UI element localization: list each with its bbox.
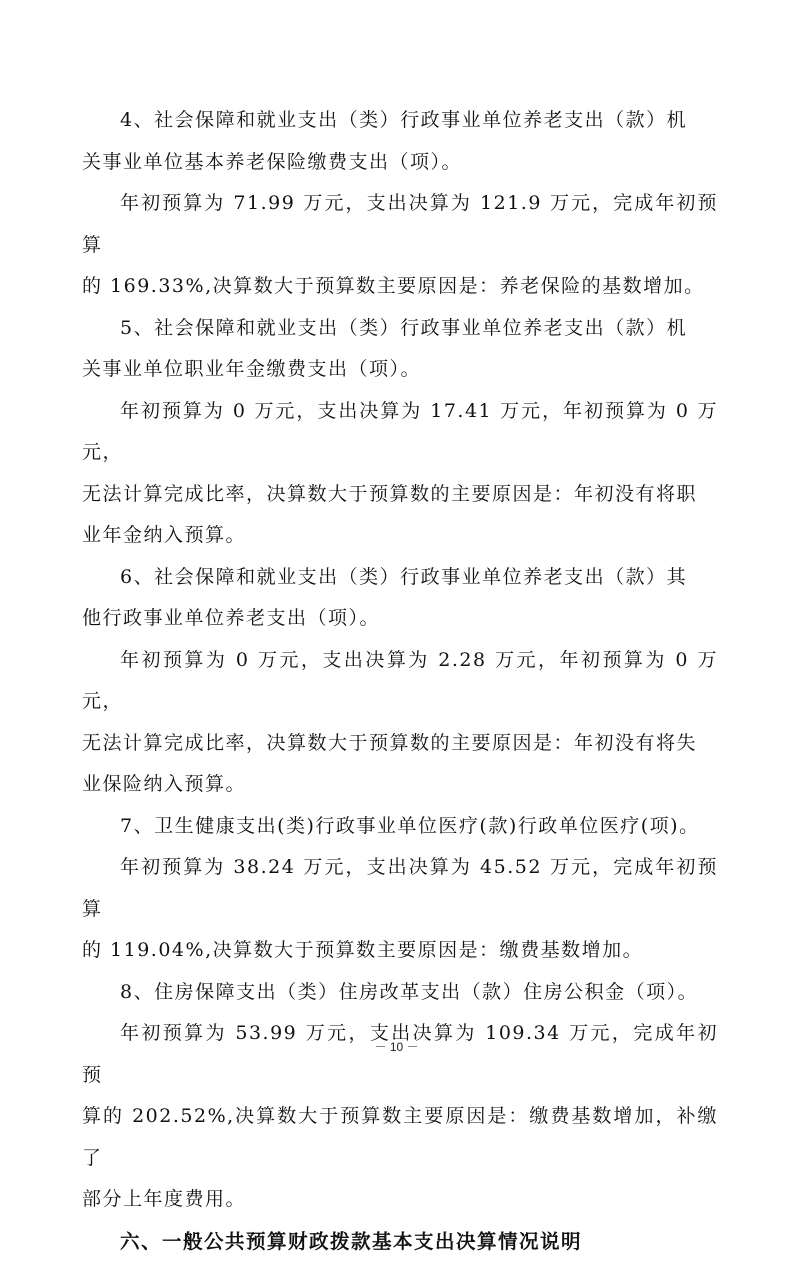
paragraph-item-7-detail: 年初预算为 38.24 万元，支出决算为 45.52 万元，完成年初预算 的 119.04%,决算数大于预算数主要原因是：缴费基数增加。 <box>82 847 718 972</box>
paragraph-item-5-detail: 年初预算为 0 万元，支出决算为 17.41 万元，年初预算为 0 万元， 无法计算完成比率，决算数大于预算数的主要原因是：年初没有将职 业年金纳入预算。 <box>82 391 718 557</box>
paragraph-item-5-title: 5、社会保障和就业支出（类）行政事业单位养老支出（款）机 关事业单位职业年金缴费支出（项）。 <box>82 308 718 391</box>
paragraph-item-4-title: 4、社会保障和就业支出（类）行政事业单位养老支出（款）机 关事业单位基本养老保险缴费支出（项）。 <box>82 100 718 183</box>
document-body <box>82 100 718 1262</box>
paragraph-item-8-title: 8、住房保障支出（类）住房改革支出（款）住房公积金（项）。 <box>82 972 718 1014</box>
paragraph-item-7-title: 7、卫生健康支出(类)行政事业单位医疗(款)行政单位医疗(项)。 <box>82 806 718 848</box>
paragraph-item-6-title: 6、社会保障和就业支出（类）行政事业单位养老支出（款）其 他行政事业单位养老支出（项）。 <box>82 557 718 640</box>
section-heading: 六、一般公共预算财政拨款基本支出决算情况说明 <box>82 1221 718 1262</box>
paragraph-item-8-detail: 年初预算为 53.99 万元，支出决算为 109.34 万元，完成年初预 算的 202.52%,决算数大于预算数主要原因是：缴费基数增加，补缴了 部分上年度费用。 <box>82 1013 718 1221</box>
page-number: － 10 － <box>0 1038 793 1055</box>
paragraph-item-4-detail: 年初预算为 71.99 万元，支出决算为 121.9 万元，完成年初预算 的 169.33%,决算数大于预算数主要原因是：养老保险的基数增加。 <box>82 183 718 308</box>
paragraph-item-6-detail: 年初预算为 0 万元，支出决算为 2.28 万元，年初预算为 0 万元， 无法计算完成比率，决算数大于预算数的主要原因是：年初没有将失 业保险纳入预算。 <box>82 640 718 806</box>
